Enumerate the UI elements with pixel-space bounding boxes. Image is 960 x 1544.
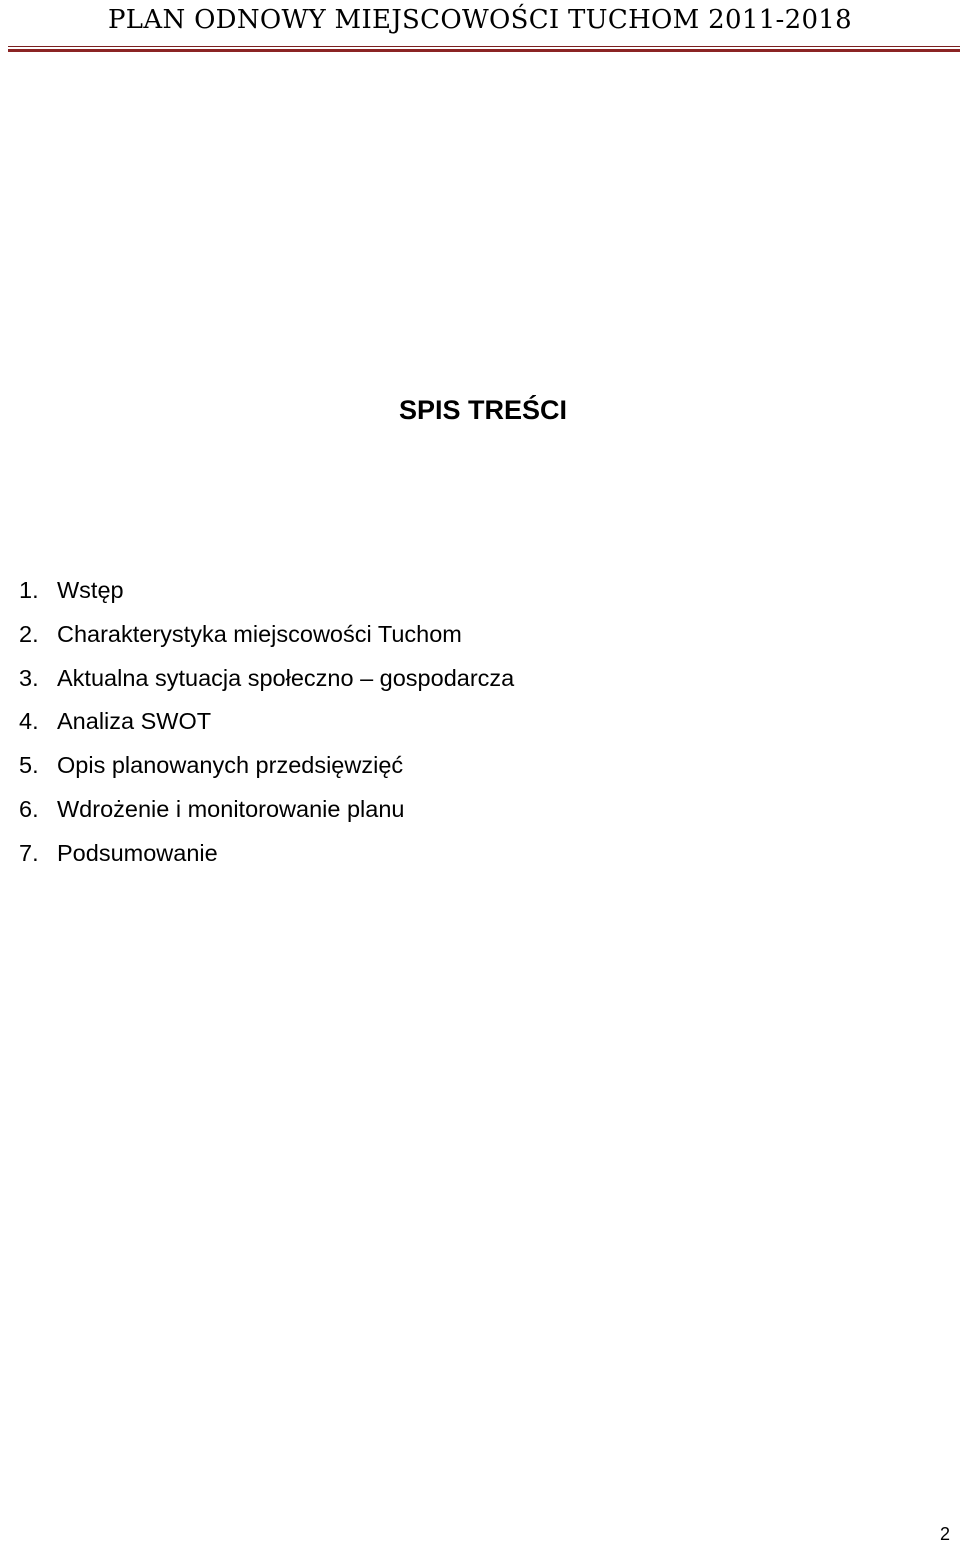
toc-item-number: 6.: [19, 795, 39, 822]
page-number: 2: [939, 1524, 950, 1544]
toc-item-text: Charakterystyka miejscowości Tuchom: [57, 620, 462, 647]
header-rule-thin: [8, 46, 960, 47]
header-rule-thick: [8, 49, 960, 52]
toc-item-text: Analiza SWOT: [57, 708, 212, 735]
toc-item-text: Podsumowanie: [57, 839, 218, 866]
toc-item-number: 3.: [19, 664, 39, 691]
toc-item-number: 1.: [19, 577, 39, 603]
toc-item-number: 5.: [19, 752, 39, 779]
toc-item-text: Aktualna sytuacja społeczno – gospodarcza: [57, 664, 515, 691]
toc-item-text: Wdrożenie i monitorowanie planu: [57, 795, 405, 822]
toc-item-text: Wstęp: [57, 577, 124, 603]
document-header-title: PLAN ODNOWY MIEJSCOWOŚCI TUCHOM 2011-2018: [108, 5, 852, 35]
toc-item-number: 7.: [19, 839, 39, 866]
toc-heading: SPIS TREŚCI: [398, 395, 568, 425]
toc-item-number: 4.: [19, 708, 39, 735]
toc-item-text: Opis planowanych przedsięwzięć: [57, 752, 404, 779]
toc-item-number: 2.: [19, 620, 39, 647]
